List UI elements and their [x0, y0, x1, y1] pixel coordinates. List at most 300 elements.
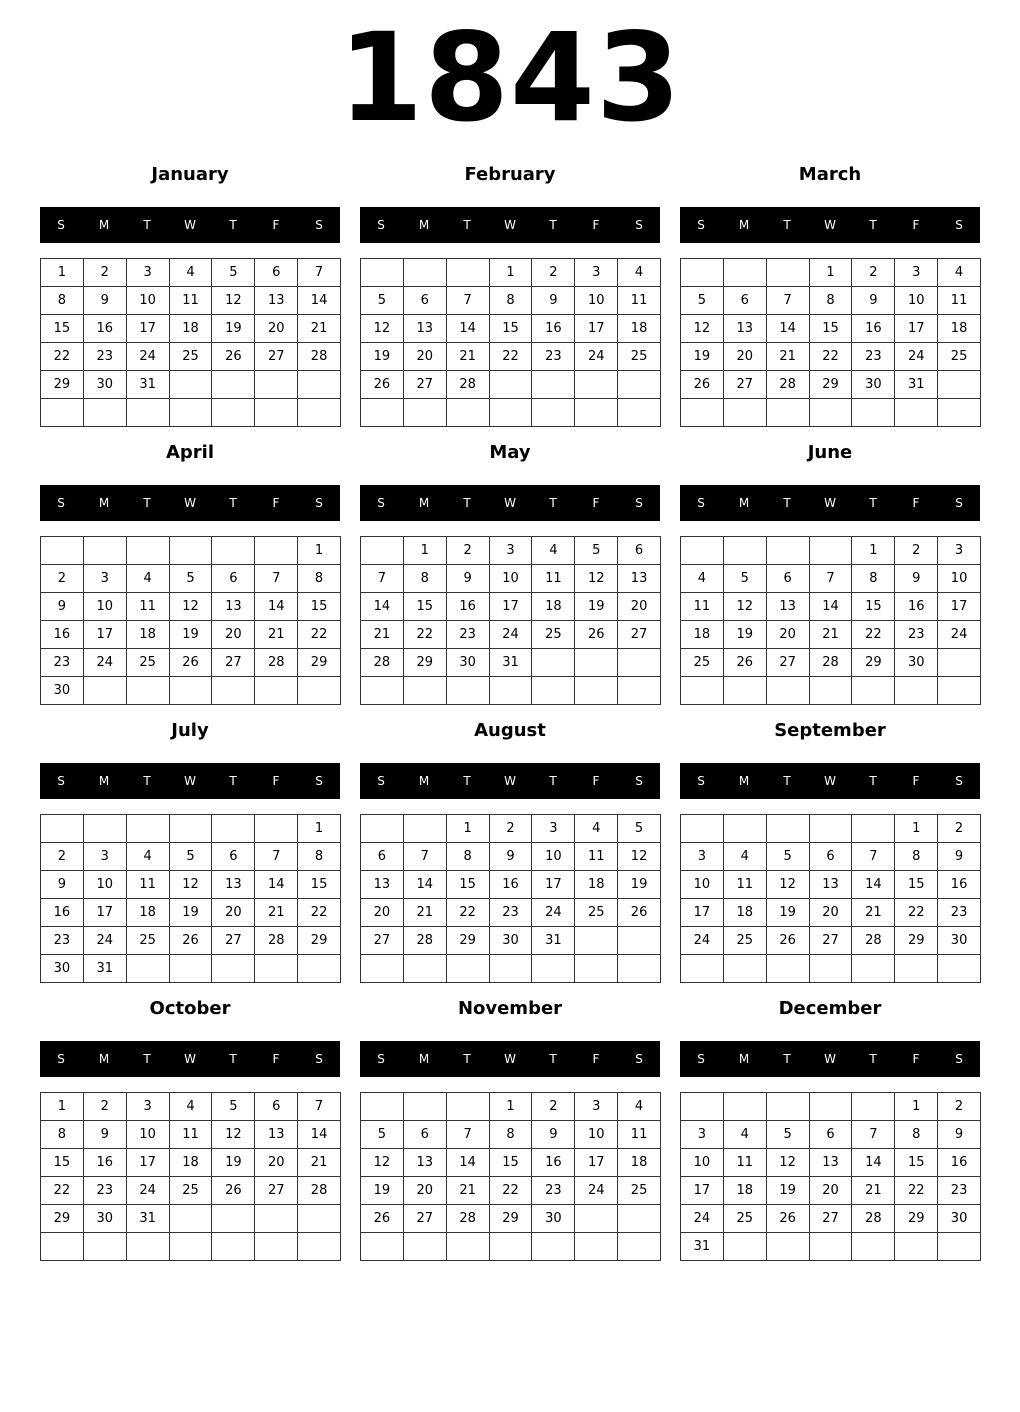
day-cell: 7 [851, 1120, 895, 1149]
day-cell: 11 [723, 1148, 767, 1177]
weekday-label: T [783, 496, 791, 510]
day-cell: 20 [254, 314, 298, 343]
weekday-label: W [504, 1052, 516, 1066]
day-cell: 12 [169, 592, 213, 621]
day-cell: 18 [723, 1176, 767, 1205]
day-cell: 9 [83, 1120, 127, 1149]
day-cell: 18 [723, 898, 767, 927]
day-cell: 1 [297, 814, 341, 843]
weekday-label: S [377, 774, 385, 788]
day-cell: 28 [851, 1204, 895, 1233]
day-cell: 31 [894, 370, 938, 399]
weekday-label: S [57, 496, 65, 510]
weekday-header-bar [40, 763, 340, 799]
day-cell: 25 [723, 1204, 767, 1233]
day-cell: 17 [680, 898, 724, 927]
day-cell: 8 [489, 1120, 533, 1149]
empty-day-cell [40, 536, 84, 565]
day-cell: 18 [126, 620, 170, 649]
day-cell: 30 [40, 954, 84, 983]
day-cell: 26 [169, 648, 213, 677]
empty-day-cell [723, 398, 767, 427]
day-cell: 24 [489, 620, 533, 649]
empty-day-cell [254, 814, 298, 843]
day-cell: 27 [809, 1204, 853, 1233]
empty-day-cell [680, 676, 724, 705]
weekday-label: S [315, 218, 323, 232]
weekday-label: W [504, 496, 516, 510]
day-cell: 3 [680, 1120, 724, 1149]
empty-day-cell [211, 398, 255, 427]
empty-day-cell [360, 676, 404, 705]
day-cell: 2 [40, 842, 84, 871]
weekday-header-bar [680, 485, 980, 521]
day-cell: 21 [297, 1148, 341, 1177]
weekday-label: S [697, 774, 705, 788]
day-cell: 22 [446, 898, 490, 927]
day-cell: 28 [766, 370, 810, 399]
day-cell: 4 [169, 258, 213, 287]
empty-day-cell [489, 370, 533, 399]
weekday-label: S [57, 1052, 65, 1066]
day-cell: 23 [83, 342, 127, 371]
weekday-label: T [143, 774, 151, 788]
weekday-label: S [315, 496, 323, 510]
day-cell: 12 [766, 1148, 810, 1177]
empty-day-cell [617, 648, 661, 677]
day-cell: 22 [40, 342, 84, 371]
day-cell: 24 [126, 342, 170, 371]
day-cell: 29 [297, 926, 341, 955]
day-cell: 2 [40, 564, 84, 593]
day-cell: 21 [403, 898, 447, 927]
day-cell: 1 [446, 814, 490, 843]
day-cell: 21 [851, 898, 895, 927]
day-cell: 17 [126, 1148, 170, 1177]
day-cell: 7 [297, 258, 341, 287]
day-cell: 27 [403, 370, 447, 399]
day-cell: 24 [83, 648, 127, 677]
empty-day-cell [360, 258, 404, 287]
day-cell: 19 [574, 592, 618, 621]
day-grid [680, 814, 981, 983]
day-cell: 19 [211, 1148, 255, 1177]
day-cell: 30 [894, 648, 938, 677]
empty-day-cell [403, 954, 447, 983]
day-cell: 20 [617, 592, 661, 621]
day-cell: 3 [126, 258, 170, 287]
empty-day-cell [574, 370, 618, 399]
day-cell: 4 [723, 842, 767, 871]
day-cell: 29 [297, 648, 341, 677]
empty-day-cell [937, 676, 981, 705]
empty-day-cell [360, 1092, 404, 1121]
day-cell: 29 [446, 926, 490, 955]
day-cell: 22 [297, 898, 341, 927]
day-cell: 14 [766, 314, 810, 343]
empty-day-cell [766, 536, 810, 565]
empty-day-cell [617, 954, 661, 983]
empty-day-cell [83, 1232, 127, 1261]
empty-day-cell [723, 954, 767, 983]
day-cell: 19 [360, 1176, 404, 1205]
empty-day-cell [851, 1092, 895, 1121]
day-cell: 16 [894, 592, 938, 621]
day-cell: 6 [617, 536, 661, 565]
empty-day-cell [211, 1204, 255, 1233]
month-name: June [807, 442, 853, 463]
day-cell: 6 [211, 842, 255, 871]
day-cell: 21 [254, 620, 298, 649]
day-cell: 25 [574, 898, 618, 927]
day-cell: 7 [254, 564, 298, 593]
weekday-label: M [418, 1052, 430, 1066]
weekday-label: T [549, 774, 557, 788]
day-cell: 4 [126, 564, 170, 593]
day-cell: 8 [40, 1120, 84, 1149]
day-cell: 6 [254, 1092, 298, 1121]
day-cell: 17 [126, 314, 170, 343]
day-cell: 6 [403, 1120, 447, 1149]
day-cell: 16 [937, 1148, 981, 1177]
day-cell: 3 [489, 536, 533, 565]
day-cell: 10 [937, 564, 981, 593]
empty-day-cell [809, 398, 853, 427]
empty-day-cell [531, 954, 575, 983]
day-cell: 7 [809, 564, 853, 593]
day-cell: 10 [894, 286, 938, 315]
day-cell: 26 [766, 1204, 810, 1233]
weekday-label: S [315, 774, 323, 788]
day-cell: 13 [403, 1148, 447, 1177]
month-july [40, 716, 341, 991]
day-cell: 28 [254, 926, 298, 955]
day-cell: 17 [83, 898, 127, 927]
weekday-header-bar [360, 763, 660, 799]
day-cell: 23 [851, 342, 895, 371]
empty-day-cell [126, 814, 170, 843]
empty-day-cell [297, 1232, 341, 1261]
empty-day-cell [766, 954, 810, 983]
day-cell: 25 [169, 342, 213, 371]
day-cell: 30 [40, 676, 84, 705]
empty-day-cell [851, 814, 895, 843]
weekday-label: T [143, 496, 151, 510]
month-name: October [149, 998, 231, 1019]
day-cell: 9 [937, 842, 981, 871]
empty-day-cell [723, 258, 767, 287]
day-cell: 29 [403, 648, 447, 677]
day-cell: 2 [83, 258, 127, 287]
day-cell: 23 [40, 648, 84, 677]
empty-day-cell [680, 954, 724, 983]
weekday-label: S [955, 774, 963, 788]
day-cell: 6 [809, 1120, 853, 1149]
day-cell: 9 [446, 564, 490, 593]
day-cell: 17 [574, 314, 618, 343]
day-cell: 7 [851, 842, 895, 871]
day-cell: 27 [211, 926, 255, 955]
empty-day-cell [680, 398, 724, 427]
day-cell: 31 [680, 1232, 724, 1261]
day-cell: 5 [680, 286, 724, 315]
empty-day-cell [937, 954, 981, 983]
weekday-label: S [955, 1052, 963, 1066]
day-cell: 19 [617, 870, 661, 899]
day-cell: 25 [937, 342, 981, 371]
day-cell: 21 [766, 342, 810, 371]
empty-day-cell [169, 676, 213, 705]
weekday-header-bar [40, 207, 340, 243]
empty-day-cell [446, 258, 490, 287]
empty-day-cell [574, 954, 618, 983]
day-cell: 4 [937, 258, 981, 287]
day-cell: 12 [574, 564, 618, 593]
day-cell: 18 [531, 592, 575, 621]
day-cell: 5 [574, 536, 618, 565]
day-cell: 10 [126, 286, 170, 315]
empty-day-cell [254, 676, 298, 705]
empty-day-cell [403, 814, 447, 843]
day-cell: 1 [851, 536, 895, 565]
day-cell: 21 [809, 620, 853, 649]
day-cell: 2 [894, 536, 938, 565]
weekday-label: T [229, 774, 237, 788]
empty-day-cell [617, 1204, 661, 1233]
weekday-label: F [592, 496, 600, 510]
weekday-label: S [697, 1052, 705, 1066]
day-cell: 21 [851, 1176, 895, 1205]
day-cell: 2 [937, 1092, 981, 1121]
day-cell: 7 [403, 842, 447, 871]
weekday-label: W [824, 496, 836, 510]
weekday-label: M [418, 774, 430, 788]
day-cell: 22 [40, 1176, 84, 1205]
empty-day-cell [403, 1232, 447, 1261]
day-cell: 10 [83, 870, 127, 899]
weekday-label: S [57, 774, 65, 788]
day-cell: 5 [360, 286, 404, 315]
month-may [360, 438, 661, 713]
weekday-header-bar [360, 1041, 660, 1077]
month-october [40, 994, 341, 1269]
empty-day-cell [680, 536, 724, 565]
weekday-label: T [869, 1052, 877, 1066]
day-cell: 24 [574, 342, 618, 371]
weekday-label: M [418, 496, 430, 510]
weekday-label: W [824, 1052, 836, 1066]
empty-day-cell [617, 370, 661, 399]
weekday-label: F [912, 774, 920, 788]
day-cell: 20 [403, 342, 447, 371]
day-cell: 13 [809, 870, 853, 899]
empty-day-cell [83, 536, 127, 565]
day-cell: 19 [211, 314, 255, 343]
day-cell: 31 [126, 370, 170, 399]
weekday-label: T [463, 1052, 471, 1066]
day-cell: 26 [211, 1176, 255, 1205]
day-cell: 11 [937, 286, 981, 315]
day-cell: 5 [617, 814, 661, 843]
day-cell: 27 [723, 370, 767, 399]
empty-day-cell [937, 648, 981, 677]
empty-day-cell [617, 676, 661, 705]
day-cell: 30 [489, 926, 533, 955]
weekday-label: S [635, 774, 643, 788]
day-cell: 11 [574, 842, 618, 871]
empty-day-cell [211, 676, 255, 705]
day-cell: 10 [126, 1120, 170, 1149]
day-cell: 16 [83, 1148, 127, 1177]
empty-day-cell [489, 676, 533, 705]
day-cell: 19 [680, 342, 724, 371]
weekday-label: T [143, 218, 151, 232]
day-cell: 9 [40, 592, 84, 621]
day-cell: 4 [617, 1092, 661, 1121]
day-cell: 12 [723, 592, 767, 621]
month-name: May [489, 442, 531, 463]
weekday-label: W [184, 1052, 196, 1066]
day-cell: 25 [169, 1176, 213, 1205]
weekday-label: F [912, 1052, 920, 1066]
day-cell: 3 [83, 564, 127, 593]
day-cell: 25 [531, 620, 575, 649]
month-june [680, 438, 981, 713]
empty-day-cell [211, 536, 255, 565]
day-cell: 4 [169, 1092, 213, 1121]
day-cell: 29 [489, 1204, 533, 1233]
day-cell: 20 [254, 1148, 298, 1177]
day-cell: 23 [531, 1176, 575, 1205]
weekday-label: T [463, 496, 471, 510]
day-cell: 7 [254, 842, 298, 871]
day-cell: 16 [531, 1148, 575, 1177]
empty-day-cell [169, 1204, 213, 1233]
day-cell: 3 [680, 842, 724, 871]
day-cell: 5 [723, 564, 767, 593]
empty-day-cell [254, 370, 298, 399]
day-cell: 14 [297, 1120, 341, 1149]
empty-day-cell [169, 398, 213, 427]
empty-day-cell [617, 1232, 661, 1261]
day-cell: 5 [211, 258, 255, 287]
day-cell: 31 [531, 926, 575, 955]
empty-day-cell [937, 398, 981, 427]
day-cell: 25 [126, 926, 170, 955]
day-cell: 26 [211, 342, 255, 371]
day-cell: 22 [403, 620, 447, 649]
month-name: March [798, 164, 862, 185]
day-cell: 18 [680, 620, 724, 649]
empty-day-cell [531, 370, 575, 399]
month-name: July [171, 720, 209, 741]
empty-day-cell [169, 954, 213, 983]
day-grid [680, 1092, 981, 1261]
weekday-label: S [635, 1052, 643, 1066]
day-cell: 8 [851, 564, 895, 593]
weekday-label: S [635, 496, 643, 510]
empty-day-cell [126, 398, 170, 427]
empty-day-cell [809, 1232, 853, 1261]
weekday-label: S [315, 1052, 323, 1066]
weekday-label: T [463, 218, 471, 232]
day-cell: 11 [723, 870, 767, 899]
month-name: September [774, 720, 886, 741]
day-cell: 18 [169, 314, 213, 343]
day-cell: 17 [489, 592, 533, 621]
day-cell: 6 [809, 842, 853, 871]
empty-day-cell [574, 1232, 618, 1261]
empty-day-cell [489, 1232, 533, 1261]
weekday-label: S [697, 496, 705, 510]
empty-day-cell [766, 814, 810, 843]
day-cell: 14 [403, 870, 447, 899]
day-cell: 20 [211, 620, 255, 649]
day-cell: 4 [574, 814, 618, 843]
weekday-label: M [738, 496, 750, 510]
day-cell: 23 [489, 898, 533, 927]
day-cell: 24 [83, 926, 127, 955]
day-cell: 2 [83, 1092, 127, 1121]
weekday-label: F [592, 1052, 600, 1066]
day-cell: 11 [617, 1120, 661, 1149]
day-cell: 1 [40, 258, 84, 287]
weekday-header-bar [680, 207, 980, 243]
empty-day-cell [937, 1232, 981, 1261]
day-cell: 1 [297, 536, 341, 565]
day-cell: 30 [83, 370, 127, 399]
day-cell: 3 [126, 1092, 170, 1121]
day-cell: 12 [169, 870, 213, 899]
day-cell: 6 [723, 286, 767, 315]
empty-day-cell [766, 1092, 810, 1121]
weekday-label: F [272, 774, 280, 788]
empty-day-cell [766, 1232, 810, 1261]
day-cell: 1 [489, 258, 533, 287]
day-cell: 3 [937, 536, 981, 565]
day-cell: 8 [297, 842, 341, 871]
empty-day-cell [211, 370, 255, 399]
day-cell: 13 [809, 1148, 853, 1177]
day-cell: 13 [403, 314, 447, 343]
weekday-label: T [783, 218, 791, 232]
day-cell: 9 [40, 870, 84, 899]
month-february [360, 160, 661, 435]
day-cell: 29 [809, 370, 853, 399]
year-title: 1843 [338, 7, 682, 149]
weekday-label: M [98, 1052, 110, 1066]
day-cell: 8 [894, 842, 938, 871]
month-name: April [165, 442, 215, 463]
day-cell: 15 [297, 592, 341, 621]
day-cell: 6 [766, 564, 810, 593]
day-cell: 17 [574, 1148, 618, 1177]
empty-day-cell [723, 1232, 767, 1261]
empty-day-cell [894, 954, 938, 983]
weekday-label: T [229, 1052, 237, 1066]
day-cell: 8 [297, 564, 341, 593]
empty-day-cell [360, 1232, 404, 1261]
weekday-label: W [184, 496, 196, 510]
day-cell: 21 [446, 342, 490, 371]
day-cell: 15 [851, 592, 895, 621]
empty-day-cell [809, 676, 853, 705]
day-cell: 1 [894, 1092, 938, 1121]
weekday-label: F [592, 218, 600, 232]
day-cell: 28 [446, 370, 490, 399]
weekday-label: W [504, 218, 516, 232]
day-cell: 24 [894, 342, 938, 371]
